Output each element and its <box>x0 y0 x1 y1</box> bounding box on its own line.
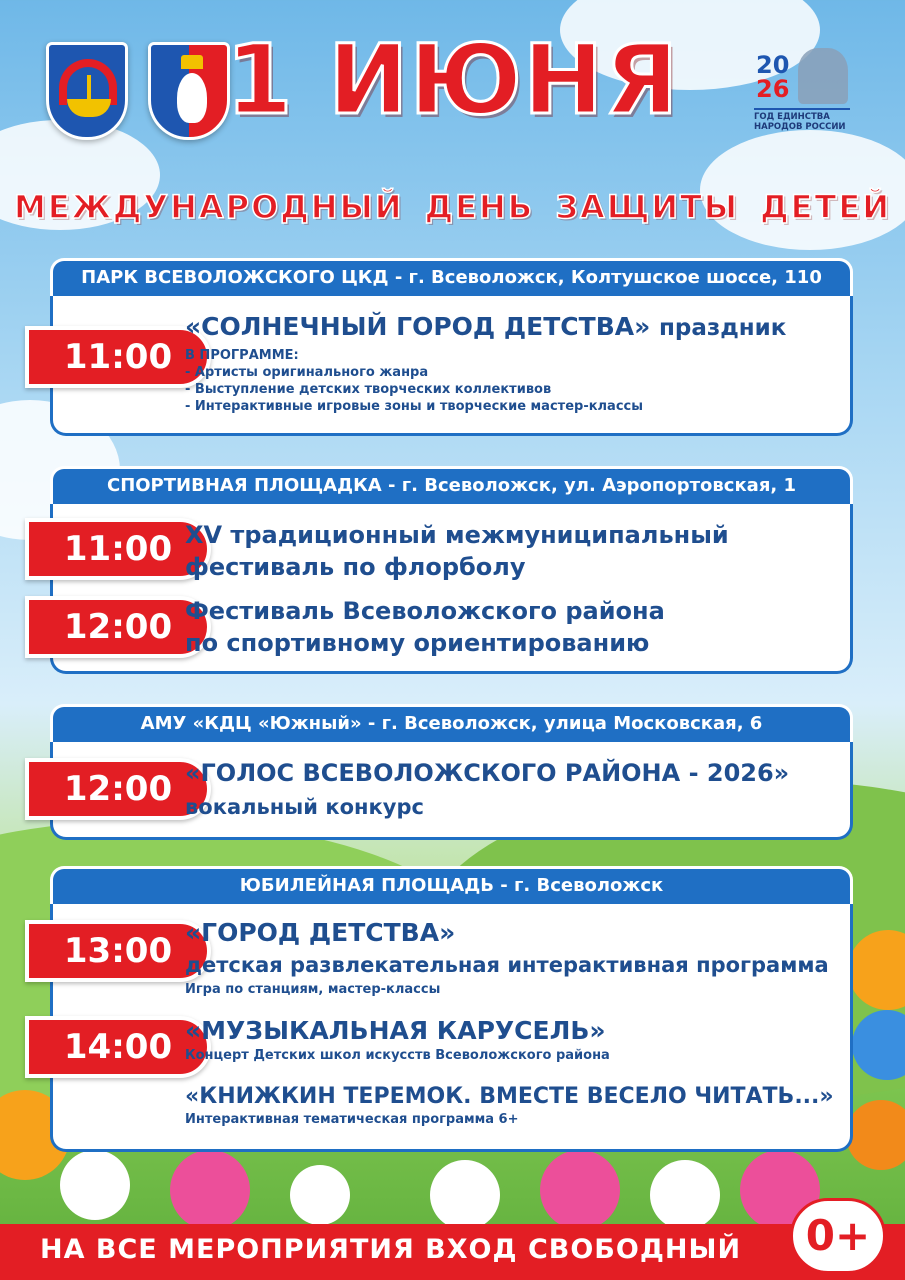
program-label: В ПРОГРАММЕ: <box>185 348 299 363</box>
time-badge: 11:00 <box>25 326 211 388</box>
monument-icon <box>798 48 848 104</box>
event-note: Интерактивная тематическая программа 6+ <box>185 1112 519 1127</box>
event-title: Фестиваль Всеволожского района <box>185 597 665 625</box>
flower-decoration <box>170 1150 250 1230</box>
event-title: XV традиционный межмуниципальный <box>185 521 729 549</box>
flower-decoration <box>430 1160 500 1230</box>
event-date: 1 ИЮНЯ <box>225 24 680 136</box>
program-item: - Интерактивные игровые зоны и творческие мастер-классы <box>185 399 643 414</box>
venue-section-kdc <box>50 704 853 840</box>
logo-caption: ГОД ЕДИНСТВА НАРОДОВ РОССИИ <box>754 112 846 132</box>
event-subtitle: детская развлекательная интерактивная программа <box>185 953 829 977</box>
event-subtitle: по спортивному ориентированию <box>185 629 650 657</box>
age-rating-badge: 0+ <box>790 1198 886 1274</box>
event-note: Концерт Детских школ искусств Всеволожского района <box>185 1048 610 1063</box>
flower-decoration <box>650 1160 720 1230</box>
page-title: МЕЖДУНАРОДНЫЙ ДЕНЬ ЗАЩИТЫ ДЕТЕЙ <box>14 188 891 226</box>
flower-decoration <box>60 1150 130 1220</box>
venue-header: ПАРК ВСЕВОЛОЖСКОГО ЦКД - г. Всеволожск, Колтушское шоссе, 110 <box>50 258 853 296</box>
event-note: Игра по станциям, мастер-классы <box>185 982 441 997</box>
venue-body <box>50 742 853 840</box>
program-item: - Артисты оригинального жанра <box>185 365 429 380</box>
venue-body <box>50 904 853 1152</box>
venue-header: ЮБИЛЕЙНАЯ ПЛОЩАДЬ - г. Всеволожск <box>50 866 853 904</box>
venue-header: СПОРТИВНАЯ ПЛОЩАДКА - г. Всеволожск, ул. Аэропортовская, 1 <box>50 466 853 504</box>
flower-decoration <box>846 1100 905 1170</box>
event-title: «КНИЖКИН ТЕРЕМОК. ВМЕСТЕ ВЕСЕЛО ЧИТАТЬ...» <box>185 1084 834 1109</box>
time-badge: 11:00 <box>25 518 211 580</box>
year-of-unity-logo <box>752 46 856 138</box>
event-title: «ГОРОД ДЕТСТВА» <box>185 918 456 947</box>
venue-header: АМУ «КДЦ «Южный» - г. Всеволожск, улица Московская, 6 <box>50 704 853 742</box>
time-badge: 13:00 <box>25 920 211 982</box>
venue-body <box>50 504 853 674</box>
program-item: - Выступление детских творческих коллективов <box>185 382 552 397</box>
event-subtitle: фестиваль по флорболу <box>185 553 526 581</box>
logo-year-bottom: 26 <box>756 75 790 103</box>
free-entry-notice: НА ВСЕ МЕРОПРИЯТИЯ ВХОД СВОБОДНЫЙ <box>40 1234 742 1265</box>
footer-banner <box>0 1224 905 1280</box>
venue-section-square <box>50 866 853 1152</box>
time-badge: 12:00 <box>25 758 211 820</box>
event-subtitle: вокальный конкурс <box>185 795 424 819</box>
time-badge: 14:00 <box>25 1016 211 1078</box>
logo-year-top: 20 <box>756 51 790 79</box>
event-title: «СОЛНЕЧНЫЙ ГОРОД ДЕТСТВА» праздник <box>185 312 787 341</box>
venue-body <box>50 296 853 436</box>
time-badge: 12:00 <box>25 596 211 658</box>
flower-decoration <box>540 1150 620 1230</box>
event-title: «МУЗЫКАЛЬНАЯ КАРУСЕЛЬ» <box>185 1016 606 1045</box>
flower-decoration <box>290 1165 350 1225</box>
venue-section-sports <box>50 466 853 674</box>
venue-section-park <box>50 258 853 436</box>
logo-divider <box>754 108 850 110</box>
event-title: «ГОЛОС ВСЕВОЛОЖСКОГО РАЙОНА - 2026» <box>185 759 790 787</box>
